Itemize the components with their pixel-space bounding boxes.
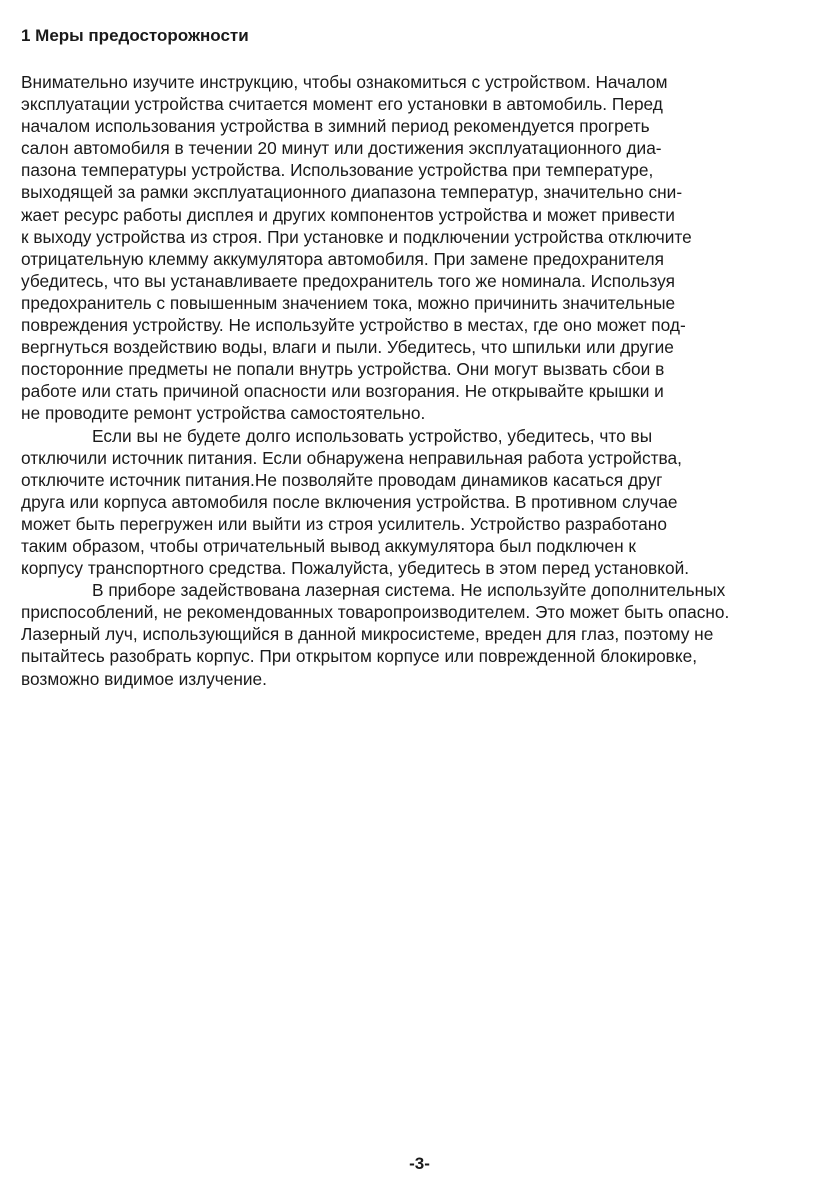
text-line: пытайтесь разобрать корпус. При открытом корпусе или поврежденной блокировке, [21, 646, 698, 667]
text-line: отрицательную клемму аккумулятора автомобиля. При замене предохранителя [21, 248, 664, 269]
page-number: -3- [409, 1154, 430, 1173]
text-line: началом использования устройства в зимний период рекомендуется прогреть [21, 116, 650, 137]
text-line: таким образом, чтобы отричательный вывод аккумулятора был подключен к [21, 535, 636, 556]
text-line: Лазерный луч, использующийся в данной микросистеме, вреден для глаз, поэтому не [21, 624, 714, 645]
text-line: убедитесь, что вы устанавливаете предохранитель того же номинала. Используя [21, 270, 675, 291]
text-line: отключите источник питания.Не позволяйте проводам динамиков касаться друг [21, 469, 663, 490]
text-line: эксплуатации устройства считается момент его установки в автомобиль. Перед [21, 94, 663, 115]
text-line: предохранитель с повышенным значением тока, можно причинить значительные [21, 292, 676, 313]
text-line: возможно видимое излучение. [21, 668, 267, 689]
text-line: к выходу устройства из строя. При установке и подключении устройства отключите [21, 226, 692, 247]
text-line: друга или корпуса автомобиля после включения устройства. В противном случае [21, 491, 678, 512]
text-line: пазона температуры устройства. Использование устройства при температуре, [21, 160, 654, 181]
text-line: может быть перегружен или выйти из строя усилитель. Устройство разработано [21, 513, 667, 534]
text-line: жает ресурс работы дисплея и других компонентов устройства и может привести [21, 204, 675, 225]
text-line: выходящей за рамки эксплуатационного диапазона температур, значительно сни- [21, 182, 683, 203]
paragraph-start-line: Если вы не будете долго использовать устройство, убедитесь, что вы [92, 425, 653, 446]
section-heading: 1 Меры предосторожности [21, 26, 249, 45]
paragraph-start-line: В приборе задействована лазерная система. Не используйте дополнительных [92, 580, 726, 601]
text-line: работе или стать причиной опасности или возгорания. Не открывайте крышки и [21, 381, 664, 402]
text-line: Внимательно изучите инструкцию, чтобы ознакомиться с устройством. Началом [21, 72, 668, 92]
text-line: корпусу транспортного средства. Пожалуйста, убедитесь в этом перед установкой. [21, 558, 690, 579]
text-line: приспособлений, не рекомендованных товаропроизводителем. Это может быть опасно. [21, 602, 730, 623]
text-line: повреждения устройству. Не используйте устройство в местах, где оно может под- [21, 315, 686, 336]
body-text [21, 71, 839, 690]
text-line: посторонние предметы не попали внутрь устройства. Они могут вызвать сбои в [21, 359, 665, 380]
text-line: отключили источник питания. Если обнаружена неправильная работа устройства, [21, 447, 682, 468]
text-line: не проводите ремонт устройства самостоятельно. [21, 403, 426, 424]
text-line: вергнуться воздействию воды, влаги и пыли. Убедитесь, что шпильки или другие [21, 337, 674, 358]
text-line: салон автомобиля в течении 20 минут или достижения эксплуатационного диа- [21, 138, 662, 159]
